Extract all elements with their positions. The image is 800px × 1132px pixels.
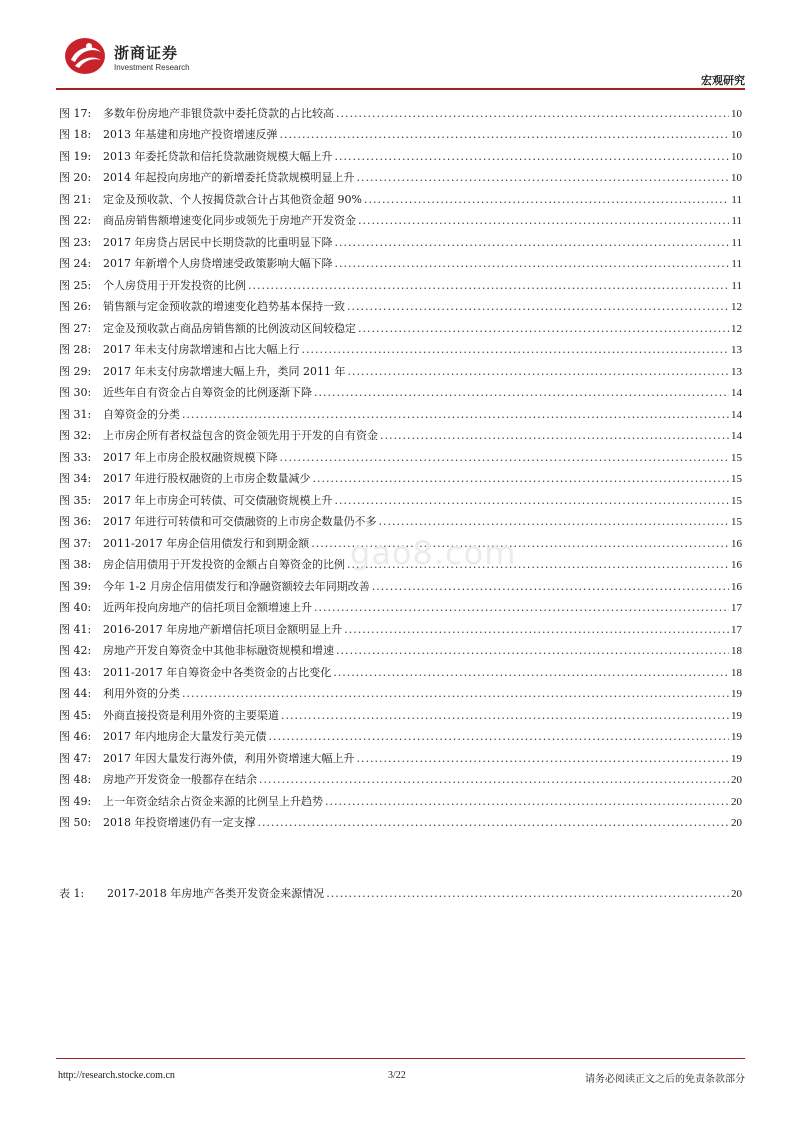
dot-leader [379, 515, 730, 529]
figure-toc-entry[interactable] [59, 787, 742, 809]
dot-leader [335, 494, 730, 508]
figure-toc-entry[interactable] [59, 336, 742, 358]
page-number: 3/22 [388, 1070, 406, 1081]
entry-title: 2017 年未支付房款增速大幅上升，类同 2011 年 [103, 364, 346, 378]
entry-title: 定金及预收款、个人按揭贷款合计占其他资金超 90% [103, 192, 362, 206]
dot-leader [182, 408, 729, 422]
entry-page: 19 [731, 709, 742, 722]
dot-leader [259, 773, 729, 787]
dot-leader [269, 730, 730, 744]
figure-toc-entry[interactable] [59, 723, 742, 745]
entry-label: 图 45: [59, 708, 92, 722]
entry-label: 图 29: [59, 364, 92, 378]
entry-title: 2017 年进行可转债和可交债融资的上市房企数量仍不多 [103, 515, 377, 528]
entry-label: 图 47: [59, 751, 92, 765]
entry-title: 2014 年起投向房地产的新增委托贷款规模明显上升 [103, 171, 355, 184]
entry-label: 图 35: [59, 493, 92, 507]
entry-label: 图 38: [59, 558, 92, 571]
entry-title: 2017 年新增个人房贷增速受政策影响大幅下降 [103, 257, 333, 270]
figure-toc-entry[interactable] [59, 99, 742, 121]
entry-title: 个人房贷用于开发投资的比例 [103, 278, 246, 292]
entry-label: 图 19: [59, 149, 92, 163]
entry-title: 2013 年基建和房地产投资增速反弹 [103, 128, 278, 141]
entry-page: 14 [731, 408, 742, 421]
dot-leader [333, 666, 729, 680]
figure-toc-entry[interactable] [59, 443, 742, 465]
dot-leader [248, 279, 729, 293]
entry-title: 自筹资金的分类 [103, 407, 180, 421]
figure-toc-entry[interactable] [59, 637, 742, 659]
entry-page: 19 [731, 752, 742, 765]
footer-divider [56, 1058, 745, 1059]
dot-leader [314, 386, 729, 400]
footer-disclaimer: 请务必阅读正文之后的免责条款部分 [585, 1074, 745, 1085]
dot-leader [313, 472, 730, 486]
figure-toc-entry[interactable] [59, 701, 742, 723]
entry-label: 图 50: [59, 816, 92, 829]
figure-toc-entry[interactable] [59, 379, 742, 401]
entry-title: 商品房销售额增速变化同步或领先于房地产开发资金 [103, 214, 356, 227]
figure-toc-entry[interactable] [59, 357, 742, 379]
dot-leader [314, 601, 729, 615]
entry-title: 2017-2018 年房地产各类开发资金来源情况 [107, 886, 325, 900]
entry-page: 11 [731, 193, 742, 206]
figure-toc-entry[interactable] [59, 121, 742, 143]
figure-toc-entry[interactable] [59, 766, 742, 788]
entry-label: 图 33: [59, 450, 92, 464]
entry-label: 图 30: [59, 386, 92, 399]
entry-page: 16 [731, 580, 742, 593]
entry-label: 图 44: [59, 687, 92, 700]
entry-page: 15 [731, 473, 742, 485]
table-toc-entry[interactable] [59, 879, 742, 901]
entry-label: 图 21: [59, 192, 92, 206]
entry-title: 2017 年上市房企股权融资规模下降 [103, 450, 278, 464]
dot-leader [380, 429, 729, 443]
entry-label: 图 48: [59, 773, 92, 786]
entry-page: 18 [731, 666, 742, 679]
dot-leader [336, 107, 729, 121]
entry-page: 11 [731, 215, 742, 227]
dot-leader [325, 795, 729, 809]
entry-page: 12 [731, 301, 742, 313]
figure-toc-entry[interactable] [59, 486, 742, 508]
entry-title: 2013 年委托贷款和信托贷款融资规模大幅上升 [103, 149, 333, 163]
entry-title: 多数年份房地产非银贷款中委托贷款的占比较高 [103, 106, 334, 120]
entry-page: 14 [731, 430, 742, 442]
dot-leader [357, 171, 730, 185]
entry-page: 10 [731, 150, 742, 163]
entry-label: 表 1: [59, 886, 85, 900]
entry-label: 图 42: [59, 644, 92, 657]
dot-leader [358, 214, 729, 228]
entry-label: 图 32: [59, 429, 92, 442]
figure-toc-entry[interactable] [59, 744, 742, 766]
figure-toc [59, 99, 742, 830]
entry-title: 2011-2017 年房企信用债发行和到期金额 [103, 536, 310, 550]
entry-page: 15 [731, 451, 742, 464]
entry-label: 图 43: [59, 665, 92, 679]
figure-toc-entry[interactable] [59, 185, 742, 207]
entry-title: 2018 年投资增速仍有一定支撑 [103, 816, 256, 829]
entry-page: 16 [731, 537, 742, 550]
entry-title: 近些年自有资金占自筹资金的比例逐渐下降 [103, 386, 312, 399]
dot-leader [326, 887, 729, 901]
figure-toc-entry[interactable] [59, 680, 742, 702]
entry-title: 房企信用债用于开发投资的金额占自筹资金的比例 [103, 558, 345, 571]
figure-toc-entry[interactable] [59, 164, 742, 186]
entry-title: 2017 年未支付房款增速和占比大幅上行 [103, 343, 300, 356]
entry-page: 19 [731, 731, 742, 743]
entry-page: 17 [731, 623, 742, 636]
entry-page: 10 [731, 129, 742, 141]
figure-toc-entry[interactable] [59, 572, 742, 594]
entry-page: 11 [731, 279, 742, 292]
entry-title: 销售额与定金预收款的增速变化趋势基本保持一致 [103, 300, 345, 313]
dot-leader [358, 322, 729, 336]
dot-leader [336, 644, 729, 658]
dot-leader [335, 257, 730, 271]
dot-leader [364, 193, 729, 207]
entry-label: 图 23: [59, 235, 92, 249]
entry-label: 图 22: [59, 214, 92, 227]
figure-toc-entry[interactable] [59, 508, 742, 530]
entry-label: 图 31: [59, 407, 92, 421]
brand-name: 浙商证券 [114, 44, 179, 62]
dot-leader [347, 300, 729, 314]
figure-toc-entry[interactable] [59, 465, 742, 487]
dot-leader [347, 365, 729, 379]
entry-label: 图 39: [59, 579, 92, 593]
entry-page: 10 [731, 172, 742, 184]
entry-title: 房地产开发自筹资金中其他非标融资规模和增速 [103, 644, 334, 657]
dot-leader [280, 451, 730, 465]
entry-page: 18 [731, 645, 742, 657]
entry-title: 2017 年上市房企可转债、可交债融资规模上升 [103, 493, 333, 507]
entry-page: 12 [731, 322, 742, 335]
entry-title: 上一年资金结余占资金来源的比例呈上升趋势 [103, 794, 323, 808]
figure-toc-entry[interactable] [59, 293, 742, 315]
dot-leader [302, 343, 730, 357]
entry-title: 近两年投向房地产的信托项目金额增速上升 [103, 601, 312, 614]
entry-page: 14 [731, 387, 742, 399]
figure-toc-entry[interactable] [59, 228, 742, 250]
figure-toc-entry[interactable] [59, 658, 742, 680]
entry-page: 20 [731, 774, 742, 786]
dot-leader [182, 687, 729, 701]
watermark: gao8.com [350, 534, 517, 572]
entry-title: 房地产开发资金一般都存在结余 [103, 773, 257, 786]
entry-title: 今年 1-2 月房企信用债发行和净融资额较去年同期改善 [103, 579, 370, 593]
footer-url[interactable]: http://research.stocke.com.cn [58, 1070, 175, 1081]
entry-title: 定金及预收款占商品房销售额的比例波动区间较稳定 [103, 321, 356, 335]
entry-label: 图 20: [59, 171, 92, 184]
dot-leader [281, 709, 729, 723]
entry-label: 图 27: [59, 321, 92, 335]
section-label: 宏观研究 [701, 74, 745, 87]
entry-page: 11 [731, 258, 742, 270]
entry-page: 10 [731, 107, 742, 120]
entry-page: 13 [731, 365, 742, 378]
table-toc [59, 879, 742, 901]
entry-page: 20 [731, 795, 742, 808]
entry-label: 图 49: [59, 794, 92, 808]
entry-page: 13 [731, 344, 742, 356]
entry-page: 20 [731, 887, 742, 900]
dot-leader [372, 580, 729, 594]
header-divider [56, 88, 745, 90]
figure-toc-entry[interactable] [59, 615, 742, 637]
figure-toc-entry[interactable] [59, 271, 742, 293]
entry-label: 图 40: [59, 601, 92, 614]
figure-toc-entry[interactable] [59, 400, 742, 422]
figure-toc-entry[interactable] [59, 207, 742, 229]
entry-label: 图 46: [59, 730, 92, 743]
entry-page: 17 [731, 602, 742, 614]
figure-toc-entry[interactable] [59, 422, 742, 444]
dot-leader [335, 236, 730, 250]
dot-leader [280, 128, 730, 142]
entry-label: 图 26: [59, 300, 92, 313]
figure-toc-entry[interactable] [59, 594, 742, 616]
entry-page: 15 [731, 516, 742, 528]
entry-title: 2017 年进行股权融资的上市房企数量减少 [103, 472, 311, 485]
entry-title: 2017 年内地房企大量发行美元债 [103, 730, 267, 743]
dot-leader [344, 623, 729, 637]
figure-toc-entry[interactable] [59, 314, 742, 336]
entry-title: 2017 年房贷占居民中长期贷款的比重明显下降 [103, 235, 333, 249]
entry-title: 2016-2017 年房地产新增信托项目金额明显上升 [103, 622, 343, 636]
entry-label: 图 28: [59, 343, 92, 356]
entry-label: 图 36: [59, 515, 92, 528]
dot-leader [335, 150, 730, 164]
figure-toc-entry[interactable] [59, 809, 742, 831]
entry-title: 2017 年因大量发行海外债，利用外资增速大幅上升 [103, 751, 355, 765]
entry-title: 2011-2017 年自筹资金中各类资金的占比变化 [103, 665, 332, 679]
entry-label: 图 25: [59, 278, 92, 292]
dot-leader [258, 816, 730, 830]
figure-toc-entry[interactable] [59, 250, 742, 272]
figure-toc-entry[interactable] [59, 142, 742, 164]
entry-page: 20 [731, 817, 742, 829]
entry-label: 图 41: [59, 622, 92, 636]
entry-title: 上市房企所有者权益包含的资金领先用于开发的自有资金 [103, 429, 378, 442]
entry-page: 15 [731, 494, 742, 507]
entry-page: 16 [731, 559, 742, 571]
entry-title: 利用外资的分类 [103, 687, 180, 700]
entry-label: 图 18: [59, 128, 92, 141]
entry-label: 图 17: [59, 106, 92, 120]
entry-title: 外商直接投资是利用外资的主要渠道 [103, 708, 279, 722]
entry-label: 图 37: [59, 536, 92, 550]
entry-page: 11 [731, 236, 742, 249]
brand-logo-icon [63, 34, 109, 76]
entry-page: 19 [731, 688, 742, 700]
entry-label: 图 34: [59, 472, 92, 485]
brand-subtitle: Investment Research [114, 63, 190, 72]
dot-leader [357, 752, 730, 766]
entry-label: 图 24: [59, 257, 92, 270]
